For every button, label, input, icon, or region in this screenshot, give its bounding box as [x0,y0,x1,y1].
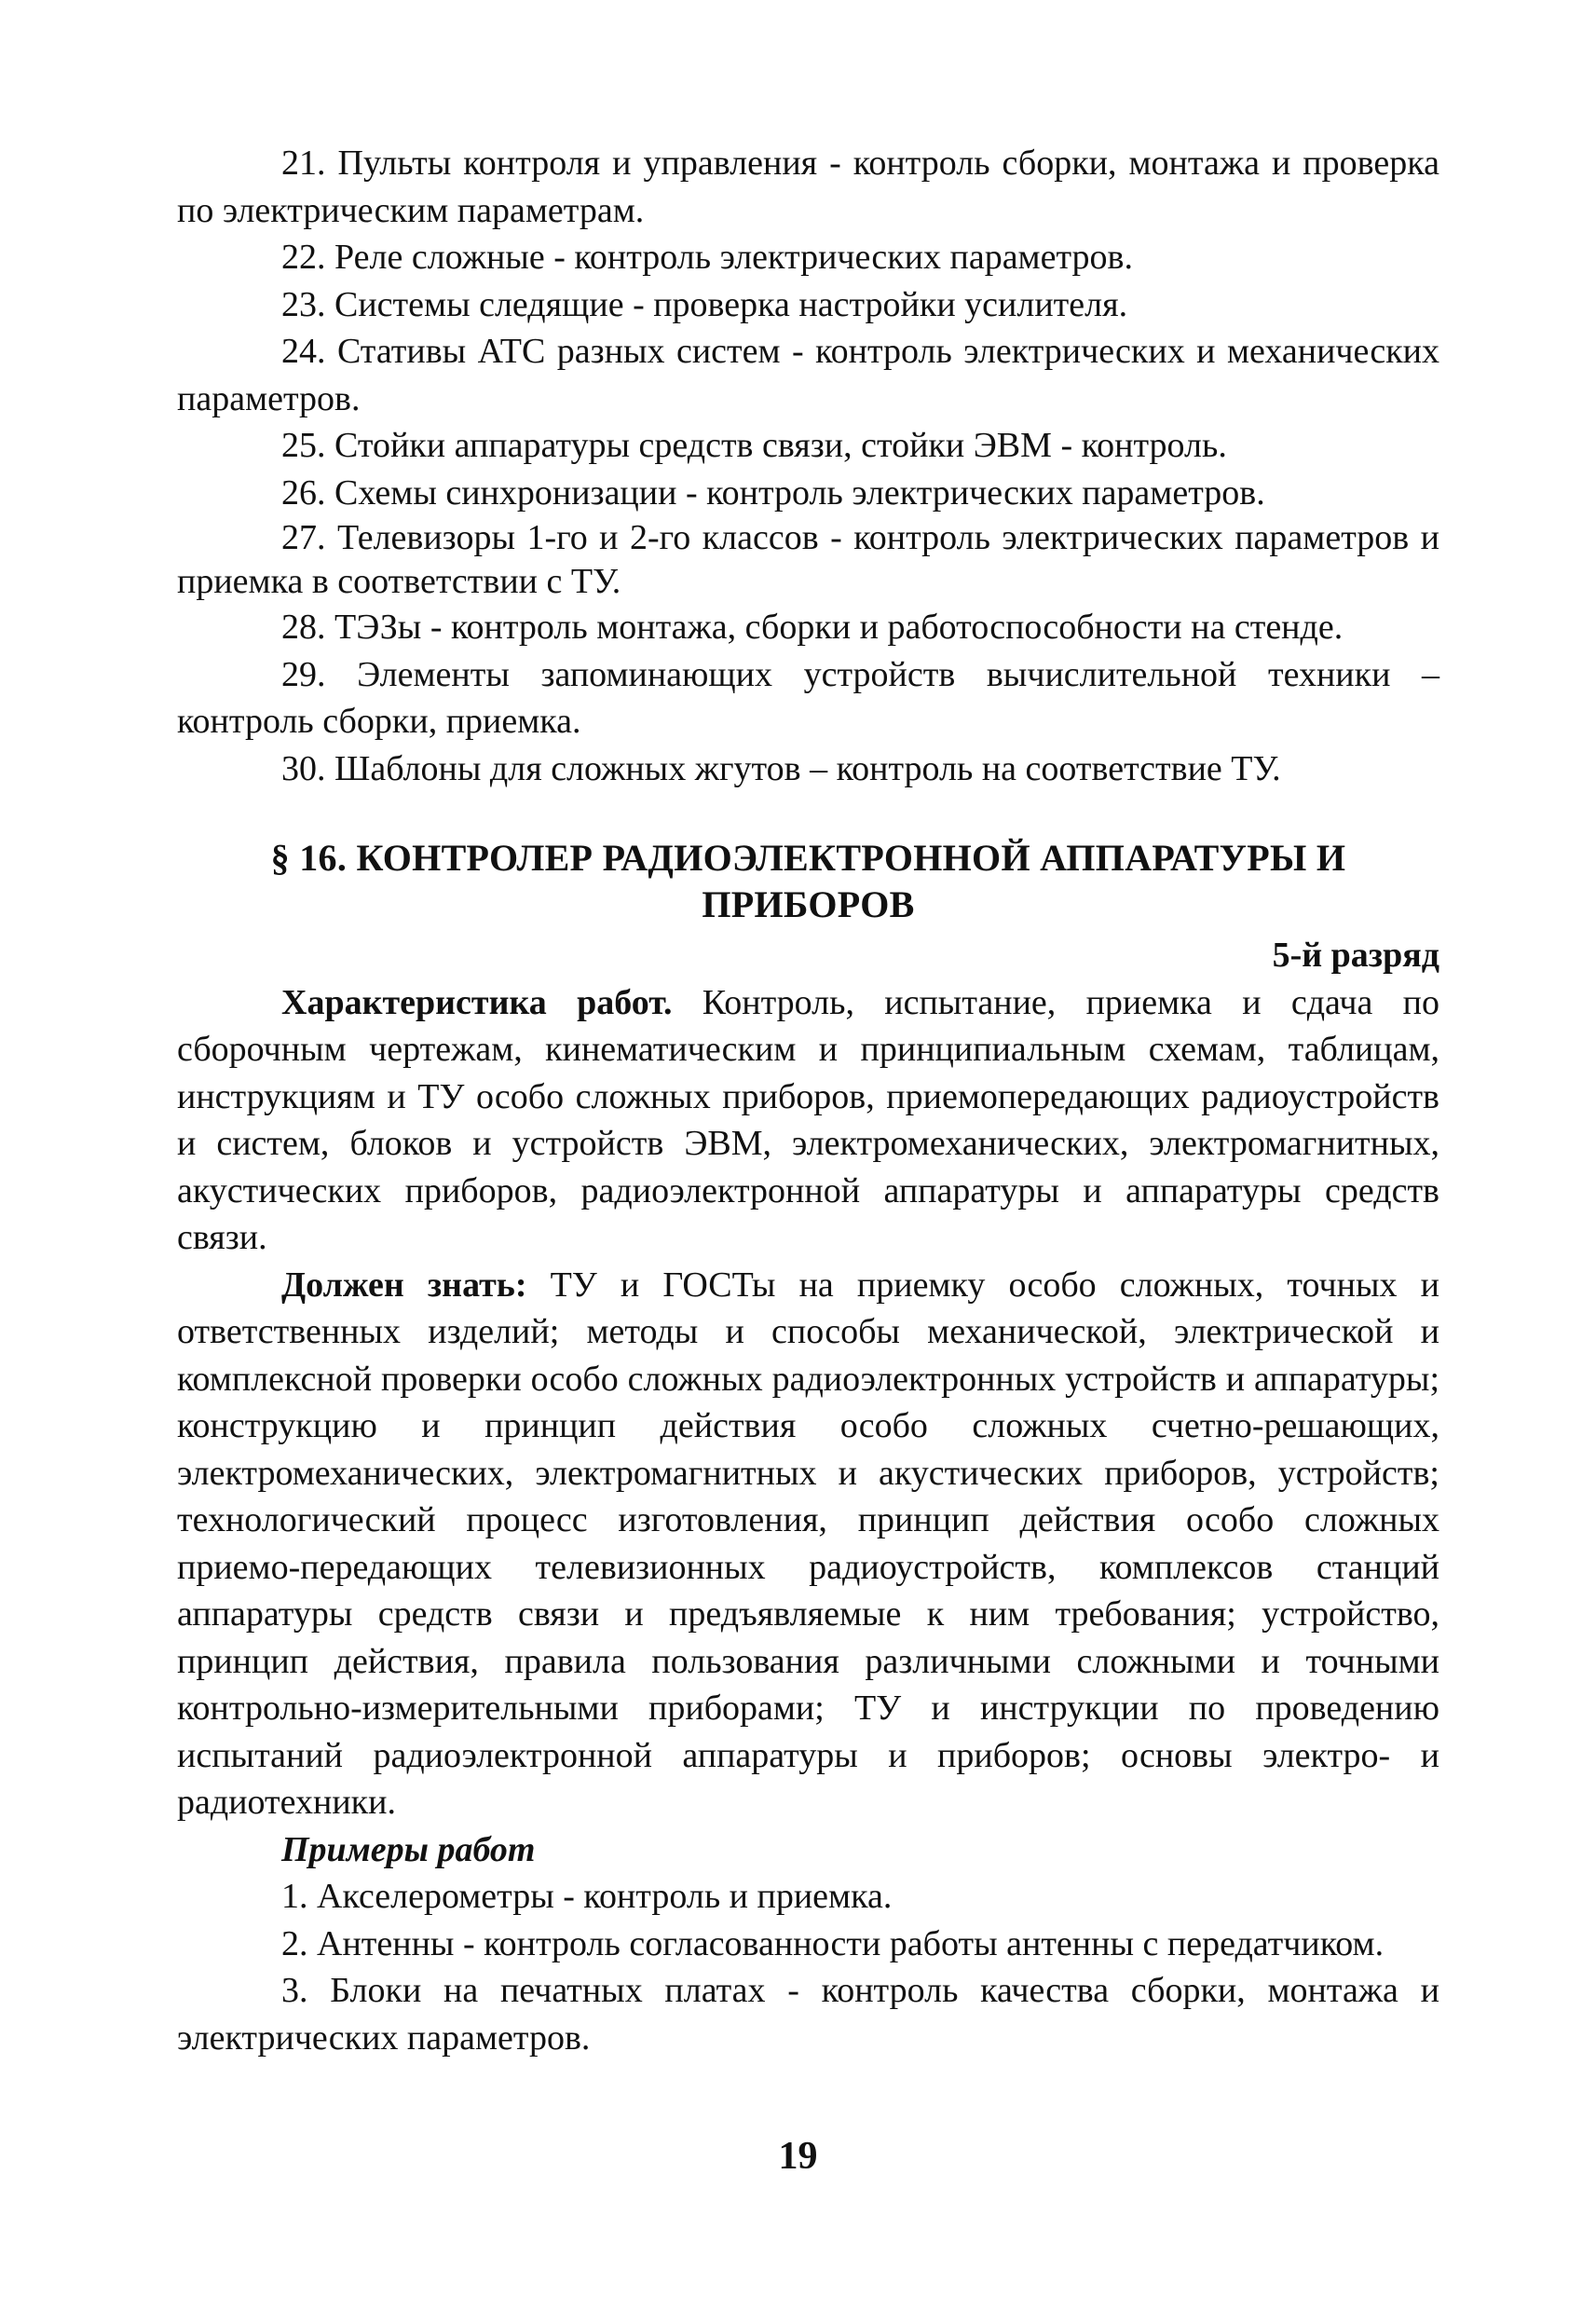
list-item-25: 25. Стойки аппаратуры средств связи, стойки ЭВМ - контроль. [281,426,1227,465]
document-page [177,140,1439,2061]
work-examples-list-continued [177,140,1439,792]
characteristics-text: Контроль, испытание, приемка и сдача по сборочным чертежам, кинематическим и принципиальным схемам, таблицам, инструкциям и ТУ особо сложных приборов, приемопередающих радиоустройств и систем, блоков и устройств ЭВМ, электромеханических, электромагнитных, акустических приборов, радиоэлектронной аппаратуры и аппаратуры средств связи. [177,982,1439,1257]
characteristics-label: Характеристика работ. [281,982,673,1022]
page-number: 19 [778,2135,818,2178]
list-item-24: 24. Стативы АТС разных систем - контроль электрических и механических параметров. [177,332,1439,418]
list-item-28: 28. ТЭЗы - контроль монтажа, сборки и работоспособности на стенде. [281,608,1344,647]
grade-label: 5-й разряд [1272,936,1439,975]
example-item-2: 2. Антенны - контроль согласованности работы антенны с передатчиком. [281,1923,1385,1963]
characteristics-paragraph [177,979,1439,1262]
example-item-1: 1. Акселерометры - контроль и приемка. [281,1877,893,1916]
list-item-22: 22. Реле сложные - контроль электрических параметров. [281,238,1133,277]
knowledge-paragraph [177,1262,1439,1826]
list-item-29: 29. Элементы запоминающих устройств вычислительной техники – контроль сборки, приемка. [177,654,1439,741]
list-item-23: 23. Системы следящие - проверка настройки усилителя. [281,284,1128,324]
list-item-30: 30. Шаблоны для сложных жгутов – контроль на соответствие ТУ. [281,748,1281,788]
knowledge-label: Должен знать: [281,1265,527,1305]
section-heading: § 16. КОНТРОЛЕР РАДИОЭЛЕКТРОННОЙ АППАРАТУРЫ И ПРИБОРОВ [270,837,1346,925]
list-item-26: 26. Схемы синхронизации - контроль электрических параметров. [281,472,1265,513]
list-item-27: 27. Телевизоры 1-го и 2-го классов - контроль электрических параметров и приемка в соответствии с ТУ. [177,518,1439,601]
example-item-3: 3. Блоки на печатных платах - контроль качества сборки, монтажа и электрических параметров. [177,1971,1439,2058]
list-item-21: 21. Пульты контроля и управления - контроль сборки, монтажа и проверка по электрическим параметрам. [177,144,1439,230]
examples-title: Примеры работ [281,1829,536,1869]
knowledge-text: ТУ и ГОСТы на приемку особо сложных, точных и ответственных изделий; методы и способы механической, электрической и комплексной проверки особо сложных радиоэлектронных устройств и аппаратуры; конструкцию и принцип действия особо сложных счетно-решающих, электромеханических, электромагнитных и акустических приборов, устройств; технологический процесс изготовления, принцип действия особо сложных приемо-передающих телевизионных радиоустройств, комплексов станций аппаратуры средств связи и предъявляемые к ним требования; устройство, принцип действия, правила пользования различными сложными и точными контрольно-измерительными приборами; ТУ и инструкции по проведению испытаний радиоэлектронной аппаратуры и приборов; основы электро- и радиотехники. [177,1265,1439,1822]
